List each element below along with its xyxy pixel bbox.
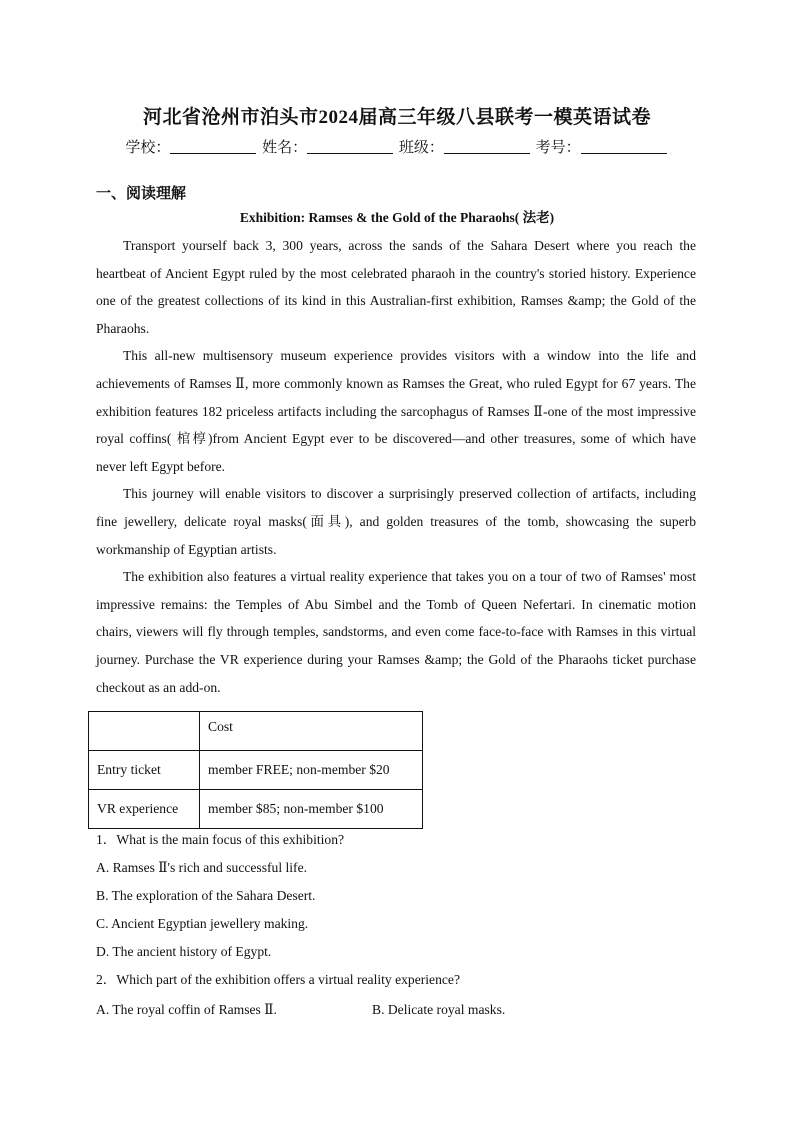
- name-label: 姓名：: [262, 140, 308, 156]
- passage-paragraph: Transport yourself back 3, 300 years, across the sands of the Sahara Desert where you reach the heartbeat of Ancient Egypt ruled by the most celebrated pharaoh in the country's storied history. Experience one of the greatest collections of its kind in this Australian-first exhibition, Ramses &amp; the Gold of the Pharaohs.: [96, 238, 696, 336]
- exam-title: 河北省沧州市泊头市2024届高三年级八县联考一模英语试卷: [142, 107, 651, 128]
- question-stem: 2．Which part of the exhibition offers a virtual reality experience?: [96, 972, 460, 987]
- question-stem: 1．What is the main focus of this exhibition?: [96, 832, 345, 847]
- table-header-row: [89, 712, 423, 751]
- question-option: A. Ramses Ⅱ's rich and successful life.: [96, 860, 308, 875]
- cost-table: [88, 711, 423, 829]
- number-label: 考号：: [535, 140, 581, 156]
- table-cell: Entry ticket: [89, 751, 200, 790]
- class-label: 班级：: [398, 140, 444, 156]
- questions: [96, 826, 696, 1026]
- question-option: D. The ancient history of Egypt.: [96, 944, 272, 959]
- question-option: A. The royal coffin of Ramses Ⅱ.: [96, 1002, 277, 1017]
- school-field: [125, 136, 258, 157]
- section-heading: 一、阅读理解: [96, 186, 187, 202]
- passage-paragraph: This journey will enable visitors to discover a surprisingly preserved collection of artifacts, including fine jewellery, delicate royal masks(面具), and golden treasures of the tomb, showcasing the superb workmanship of Egyptian artists.: [96, 486, 696, 557]
- number-field: [536, 136, 669, 157]
- passage-body: [96, 232, 696, 701]
- class-blank: [444, 139, 530, 154]
- question-option: C. Ancient Egyptian jewellery making.: [96, 916, 309, 931]
- name-field: [262, 136, 395, 157]
- passage-paragraph: The exhibition also features a virtual reality experience that takes you on a tour of two of Ramses' most impressive remains: the Temples of Abu Simbel and the Tomb of Queen Nefertari. In cinematic motion chairs, viewers will fly through temples, sandstorms, and even come face-to-face with Ramses in this virtual journey. Purchase the VR experience during your Ramses &amp; the Gold of the Pharaohs ticket purchase checkout as an add-on.: [96, 569, 696, 695]
- passage-title: Exhibition: Ramses & the Gold of the Pharaohs( 法老): [239, 210, 555, 225]
- question-option-row: [96, 994, 696, 1026]
- table-header-cell: [89, 712, 200, 751]
- class-field: [399, 136, 532, 157]
- question-option: B. Delicate royal masks.: [372, 1002, 506, 1017]
- table-row: [89, 790, 423, 829]
- number-blank: [581, 139, 667, 154]
- table-row: [89, 751, 423, 790]
- student-info-line: [0, 136, 794, 157]
- passage-paragraph: This all-new multisensory museum experience provides visitors with a window into the life and achievements of Ramses Ⅱ, more commonly known as Ramses the Great, who ruled Egypt for 67 years. The exhibition features 182 priceless artifacts including the sarcophagus of Ramses Ⅱ-one of the most impressive royal coffins( 棺椁)from Ancient Egypt ever to be discovered—and other treasures, some of which have never left Egypt before.: [96, 348, 696, 474]
- question-option: B. The exploration of the Sahara Desert.: [96, 888, 316, 903]
- name-blank: [307, 139, 393, 154]
- table-header-cell: Cost: [200, 712, 423, 751]
- table-cell: member $85; non-member $100: [200, 790, 423, 829]
- table-cell: VR experience: [89, 790, 200, 829]
- table-cell: member FREE; non-member $20: [200, 751, 423, 790]
- school-label: 学校：: [125, 140, 171, 156]
- school-blank: [170, 139, 256, 154]
